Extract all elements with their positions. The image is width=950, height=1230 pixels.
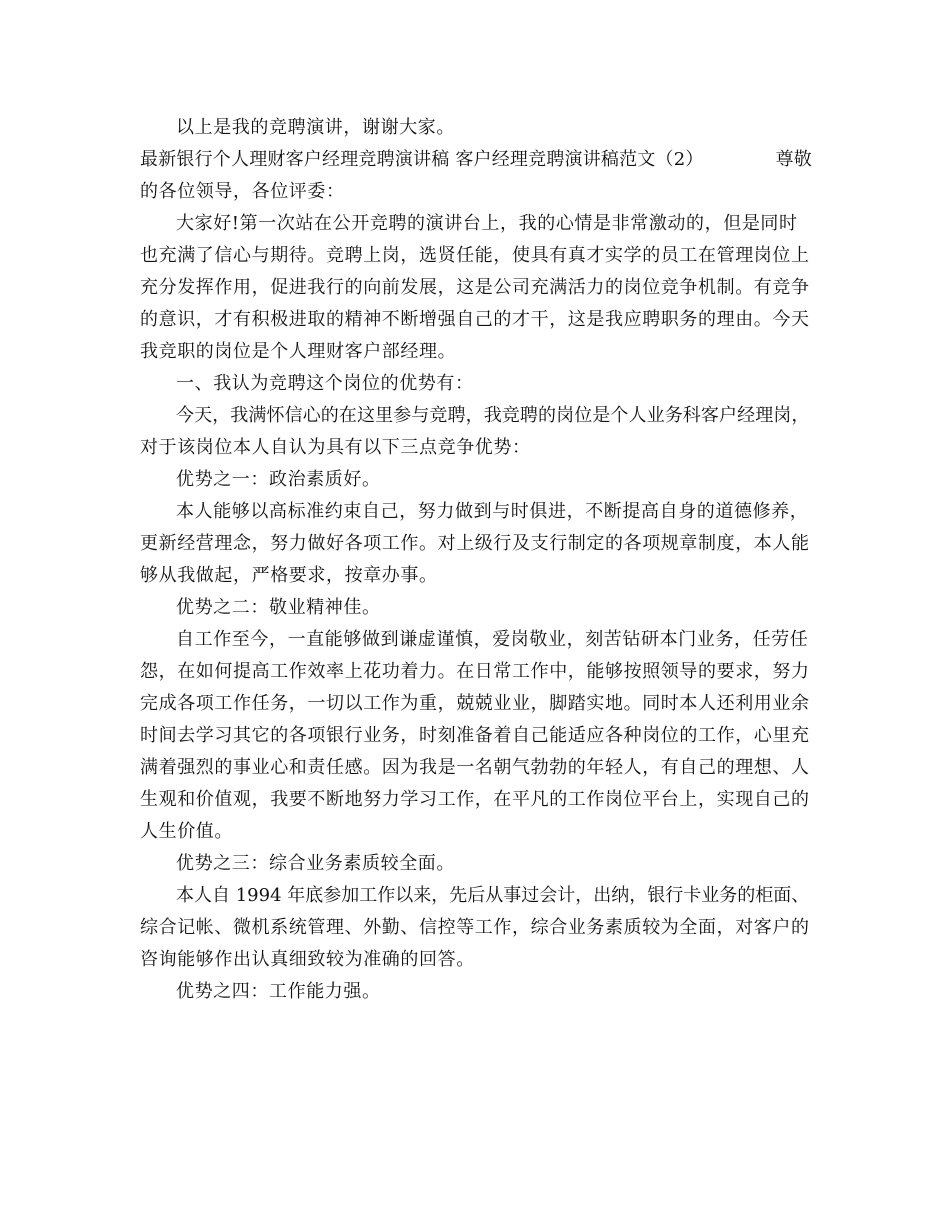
line-text: 自工作至今，一直能够做到谦虚谨慎，爱岗敬业，刻苦钻研本门业务，任劳任	[176, 629, 809, 650]
line-text: 人生价值。	[140, 821, 233, 842]
line-text: 也充满了信心与期待。竞聘上岗，选贤任能，使具有真才实学的员工在管理岗位上	[140, 245, 810, 266]
line-text: 充分发挥作用，促进我行的向前发展，这是公司充满活力的岗位竞争机制。有竞争	[140, 277, 810, 298]
paragraph-line	[140, 784, 812, 816]
paragraph-line	[140, 240, 812, 272]
paragraph-first-line	[140, 848, 812, 880]
paragraph-first-line	[140, 496, 812, 528]
line-text: 完成各项工作任务，一切以工作为重，兢兢业业，脚踏实地。同时本人还利用业余	[140, 693, 810, 714]
paragraph-first-line	[140, 880, 812, 912]
paragraph-line	[140, 528, 812, 560]
paragraph-line	[140, 752, 812, 784]
line-text: 优势之四：工作能力强。	[176, 981, 381, 1002]
line-text: 优势之三：综合业务素质较全面。	[176, 853, 455, 874]
paragraph-line	[140, 304, 812, 336]
line-text: 满着强烈的事业心和责任感。因为我是一名朝气勃勃的年轻人，有自己的理想、人	[140, 757, 810, 778]
line-text: 优势之二：敬业精神佳。	[176, 597, 381, 618]
line-text: 够从我做起，严格要求，按章办事。	[140, 565, 438, 586]
document-title-line	[140, 144, 812, 176]
paragraph-line	[140, 176, 812, 208]
paragraph-first-line	[140, 976, 812, 1008]
line-text: 优势之一：政治素质好。	[176, 469, 381, 490]
line-text: 更新经营理念，努力做好各项工作。对上级行及支行制定的各项规章制度，本人能	[140, 533, 810, 554]
line-text: 我竞职的岗位是个人理财客户部经理。	[140, 341, 457, 362]
paragraph-line	[140, 912, 812, 944]
document-body	[140, 112, 812, 1008]
paragraph-line	[140, 688, 812, 720]
salutation-start: 尊敬	[775, 149, 812, 170]
line-text: 对于该岗位本人自认为具有以下三点竞争优势：	[140, 437, 531, 458]
paragraph-line	[140, 656, 812, 688]
paragraph-first-line	[140, 464, 812, 496]
paragraph-line	[140, 944, 812, 976]
paragraph-line	[140, 560, 812, 592]
paragraph-line	[140, 432, 812, 464]
paragraph-first-line	[140, 400, 812, 432]
paragraph-first-line	[140, 592, 812, 624]
line-text: 的各位领导，各位评委：	[140, 181, 345, 202]
line-text: 以上是我的竞聘演讲，谢谢大家。	[176, 117, 455, 138]
line-text: 今天，我满怀信心的在这里参与竞聘，我竞聘的岗位是个人业务科客户经理岗，	[176, 405, 810, 426]
line-text: 一、我认为竞聘这个岗位的优势有：	[176, 373, 474, 394]
line-text: 综合记帐、微机系统管理、外勤、信控等工作，综合业务素质较为全面，对客户的	[140, 917, 810, 938]
paragraph-first-line	[140, 208, 812, 240]
line-text: 本人自 1994 年底参加工作以来，先后从事过会计，出纳，银行卡业务的柜面、	[176, 885, 810, 906]
line-text: 生观和价值观，我要不断地努力学习工作，在平凡的工作岗位平台上，实现自己的	[140, 789, 810, 810]
line-text: 怨，在如何提高工作效率上花功着力。在日常工作中，能够按照领导的要求，努力	[140, 661, 810, 682]
paragraph-line	[140, 720, 812, 752]
paragraph-first-line	[140, 624, 812, 656]
line-text: 的意识，才有积极进取的精神不断增强自己的才干，这是我应聘职务的理由。今天	[140, 309, 810, 330]
paragraph-first-line	[140, 368, 812, 400]
paragraph-first-line	[140, 112, 812, 144]
paragraph-line	[140, 336, 812, 368]
line-text: 咨询能够作出认真细致较为准确的回答。	[140, 949, 475, 970]
line-text: 本人能够以高标准约束自己，努力做到与时俱进，不断提高自身的道德修养，	[176, 501, 809, 522]
paragraph-line	[140, 816, 812, 848]
line-text: 大家好!第一次站在公开竞聘的演讲台上，我的心情是非常激动的，但是同时	[176, 213, 798, 234]
line-text: 时间去学习其它的各项银行业务，时刻准备着自己能适应各种岗位的工作，心里充	[140, 725, 810, 746]
paragraph-line	[140, 272, 812, 304]
document-title: 最新银行个人理财客户经理竞聘演讲稿 客户经理竞聘演讲稿范文（2）	[140, 149, 704, 170]
